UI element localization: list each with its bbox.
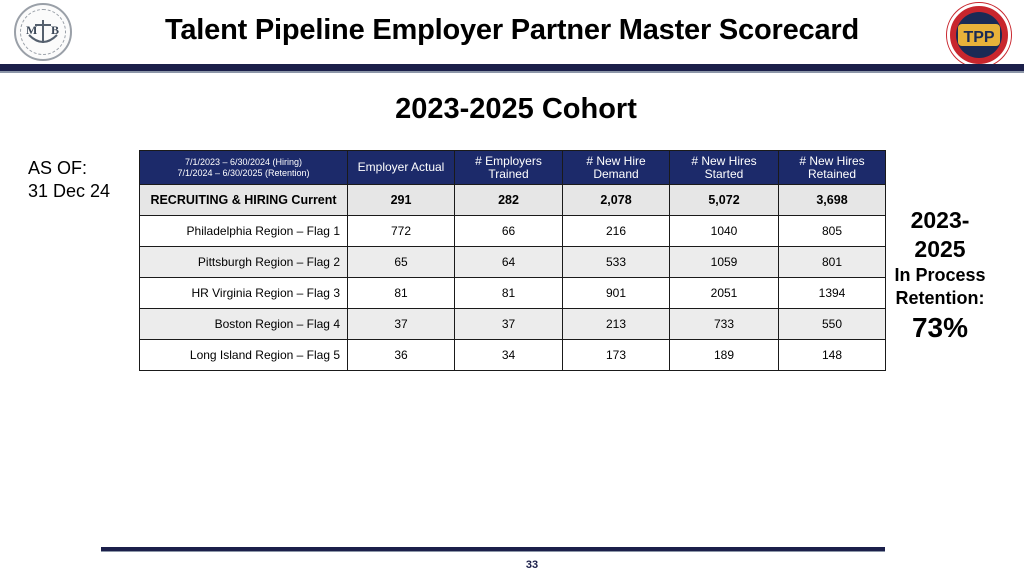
retention-label-line2: Retention: [895,288,985,308]
new-hires-started-cell: 5,072 [670,185,779,216]
new-hires-started-cell: 189 [670,340,779,371]
table-row [140,309,886,340]
page-title: Talent Pipeline Employer Partner Master Scorecard [165,14,859,46]
tpp-seal-logo [947,3,1011,67]
header-divider-bar [0,64,1024,73]
col-new-hires-started: # New Hires Started [670,151,779,185]
scorecard-table [139,150,886,371]
table-row [140,278,886,309]
cohort-heading: 2023-2025 Cohort [395,93,637,125]
retention-label-line1: In Process [894,265,986,285]
employer-actual-cell: 37 [348,309,455,340]
employers-trained-cell: 66 [455,216,563,247]
col-employers-trained: # Employers Trained [455,151,563,185]
new-hire-demand-cell: 901 [563,278,670,309]
tpp-seal-text: TPP [963,29,995,46]
new-hires-retained-cell: 805 [779,216,886,247]
retention-period: 7/1/2024 – 6/30/2025 (Retention) [177,167,310,178]
employer-actual-cell: 81 [348,278,455,309]
mb-logo-letter-m: M [26,23,38,37]
table-row [140,340,886,371]
employer-actual-cell: 772 [348,216,455,247]
new-hires-started-cell: 1040 [670,216,779,247]
employer-actual-cell: 291 [348,185,455,216]
new-hire-demand-cell: 216 [563,216,670,247]
retention-value: 73% [911,312,969,343]
col-employer-actual: Employer Actual [348,151,455,185]
employers-trained-cell: 282 [455,185,563,216]
employers-trained-cell: 81 [455,278,563,309]
employer-actual-cell: 36 [348,340,455,371]
footer-divider-bar [101,547,885,552]
new-hires-started-cell: 2051 [670,278,779,309]
row-label: Pittsburgh Region – Flag 2 [140,247,348,278]
as-of-label: AS OF: [28,158,88,178]
row-label: HR Virginia Region – Flag 3 [140,278,348,309]
new-hires-retained-cell: 1394 [779,278,886,309]
new-hires-retained-cell: 148 [779,340,886,371]
retention-summary [887,206,993,346]
col-new-hire-demand: # New Hire Demand [563,151,670,185]
period-header [140,151,348,185]
col-new-hires-retained: # New Hires Retained [779,151,886,185]
row-label: RECRUITING & HIRING Current [140,185,348,216]
page-number: 33 [525,559,539,571]
employers-trained-cell: 37 [455,309,563,340]
employer-actual-cell: 65 [348,247,455,278]
new-hires-started-cell: 1059 [670,247,779,278]
employers-trained-cell: 34 [455,340,563,371]
table-row [140,247,886,278]
table-header-row [140,151,886,185]
new-hires-retained-cell: 801 [779,247,886,278]
new-hire-demand-cell: 173 [563,340,670,371]
new-hire-demand-cell: 2,078 [563,185,670,216]
new-hires-retained-cell: 3,698 [779,185,886,216]
table-row [140,216,886,247]
row-label: Philadelphia Region – Flag 1 [140,216,348,247]
mb-logo-letter-b: B [51,23,60,37]
as-of-date: 31 Dec 24 [28,181,111,201]
table-row-total [140,185,886,216]
row-label: Boston Region – Flag 4 [140,309,348,340]
hiring-period: 7/1/2023 – 6/30/2024 (Hiring) [184,156,303,167]
new-hire-demand-cell: 213 [563,309,670,340]
employers-trained-cell: 64 [455,247,563,278]
new-hires-started-cell: 733 [670,309,779,340]
new-hire-demand-cell: 533 [563,247,670,278]
new-hires-retained-cell: 550 [779,309,886,340]
row-label: Long Island Region – Flag 5 [140,340,348,371]
as-of-block [28,157,110,203]
retention-years: 2023-2025 [910,207,970,262]
tpp-seal-icon [957,20,1001,50]
